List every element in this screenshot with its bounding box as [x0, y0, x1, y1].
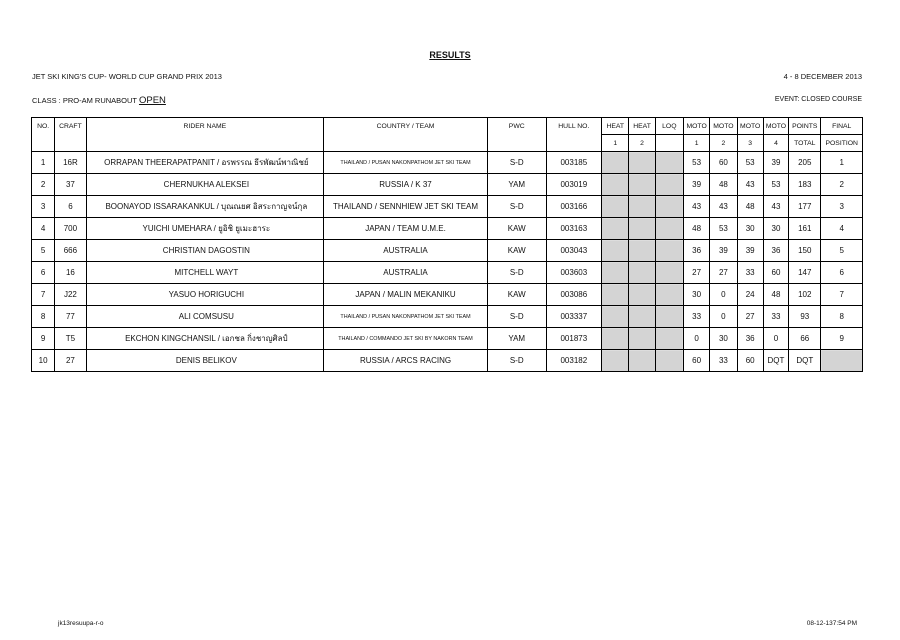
header-moto2-num: 2 [710, 135, 737, 152]
cell-moto4: 33 [763, 306, 788, 328]
cell-heat2 [629, 328, 655, 350]
cell-hull: 003603 [546, 262, 602, 284]
cell-moto4: 39 [763, 152, 788, 174]
header-moto1: MOTO [683, 118, 709, 135]
cell-position: 3 [821, 196, 863, 218]
cell-moto3: 24 [737, 284, 763, 306]
cell-moto1: 0 [683, 328, 709, 350]
header-final: FINAL [821, 118, 863, 135]
cell-country: JAPAN / TEAM U.M.E. [324, 218, 488, 240]
header-heat1-num: 1 [602, 135, 629, 152]
cell-hull: 003337 [546, 306, 602, 328]
cell-moto4: 53 [763, 174, 788, 196]
cell-moto1: 30 [683, 284, 709, 306]
header-moto1-num: 1 [683, 135, 709, 152]
cell-craft: T5 [55, 328, 86, 350]
cell-moto1: 33 [683, 306, 709, 328]
cell-heat1 [602, 196, 629, 218]
cell-position: 7 [821, 284, 863, 306]
cell-no: 2 [32, 174, 55, 196]
cell-no: 9 [32, 328, 55, 350]
cell-loq [655, 152, 683, 174]
cell-loq [655, 306, 683, 328]
cell-moto2: 33 [710, 350, 737, 372]
cell-no: 1 [32, 152, 55, 174]
cell-hull: 003166 [546, 196, 602, 218]
cell-position: 5 [821, 240, 863, 262]
cell-moto3: 39 [737, 240, 763, 262]
event-name: JET SKI KING'S CUP- WORLD CUP GRAND PRIX 2013 [32, 72, 222, 81]
cell-heat2 [629, 262, 655, 284]
cell-pwc: KAW [487, 284, 546, 306]
header-moto4-num: 4 [763, 135, 788, 152]
footer-timestamp: 08-12-137:54 PM [806, 620, 857, 627]
cell-craft: 16 [55, 262, 86, 284]
header-heat2: HEAT [629, 118, 655, 135]
table-row [32, 196, 863, 218]
cell-heat1 [602, 240, 629, 262]
cell-moto2: 0 [710, 306, 737, 328]
cell-position: 4 [821, 218, 863, 240]
cell-heat1 [602, 218, 629, 240]
cell-heat1 [602, 306, 629, 328]
cell-position: 8 [821, 306, 863, 328]
cell-rider: ALI COMSUSU [86, 306, 324, 328]
cell-moto1: 39 [683, 174, 709, 196]
table-row [32, 240, 863, 262]
header-rider: RIDER NAME [86, 118, 324, 135]
cell-total: 183 [789, 174, 821, 196]
cell-loq [655, 174, 683, 196]
cell-moto4: DQT [763, 350, 788, 372]
cell-pwc: KAW [487, 218, 546, 240]
cell-heat1 [602, 152, 629, 174]
cell-no: 3 [32, 196, 55, 218]
cell-moto4: 0 [763, 328, 788, 350]
cell-moto3: 33 [737, 262, 763, 284]
header-moto4: MOTO [763, 118, 788, 135]
cell-heat2 [629, 306, 655, 328]
cell-position: 2 [821, 174, 863, 196]
cell-moto2: 27 [710, 262, 737, 284]
header-moto2: MOTO [710, 118, 737, 135]
cell-country: THAILAND / PUSAN NAKONPATHOM JET SKI TEAM [324, 306, 488, 328]
cell-moto3: 60 [737, 350, 763, 372]
cell-heat1 [602, 174, 629, 196]
event-type: EVENT: CLOSED COURSE [774, 96, 862, 103]
cell-position: 9 [821, 328, 863, 350]
cell-pwc: KAW [487, 240, 546, 262]
table-row [32, 218, 863, 240]
cell-craft: 37 [55, 174, 86, 196]
cell-rider: CHERNUKHA ALEKSEI [86, 174, 324, 196]
cell-hull: 003163 [546, 218, 602, 240]
table-row [32, 174, 863, 196]
cell-moto4: 36 [763, 240, 788, 262]
cell-loq [655, 350, 683, 372]
cell-hull: 003019 [546, 174, 602, 196]
cell-total: 102 [789, 284, 821, 306]
table-row [32, 284, 863, 306]
header-no: NO. [32, 118, 55, 135]
cell-no: 8 [32, 306, 55, 328]
cell-craft: 700 [55, 218, 86, 240]
cell-position: 6 [821, 262, 863, 284]
cell-pwc: YAM [487, 174, 546, 196]
cell-hull: 003086 [546, 284, 602, 306]
cell-rider: MITCHELL WAYT [86, 262, 324, 284]
header-position: POSITION [821, 135, 863, 152]
cell-moto4: 60 [763, 262, 788, 284]
cell-no: 7 [32, 284, 55, 306]
header-craft: CRAFT [55, 118, 86, 135]
cell-total: 66 [789, 328, 821, 350]
cell-moto1: 53 [683, 152, 709, 174]
cell-moto2: 0 [710, 284, 737, 306]
cell-loq [655, 328, 683, 350]
cell-heat2 [629, 240, 655, 262]
cell-hull: 003043 [546, 240, 602, 262]
cell-heat2 [629, 284, 655, 306]
cell-country: AUSTRALIA [324, 240, 488, 262]
cell-moto2: 30 [710, 328, 737, 350]
cell-total: 205 [789, 152, 821, 174]
cell-total: 93 [789, 306, 821, 328]
cell-craft: 16R [55, 152, 86, 174]
cell-position [821, 350, 863, 372]
footer-file-code: jk13resuupa-r-o [58, 620, 104, 627]
cell-craft: 77 [55, 306, 86, 328]
cell-pwc: S-D [487, 196, 546, 218]
table-row [32, 328, 863, 350]
cell-total: 147 [789, 262, 821, 284]
cell-total: 177 [789, 196, 821, 218]
cell-moto3: 48 [737, 196, 763, 218]
table-row [32, 306, 863, 328]
cell-moto2: 53 [710, 218, 737, 240]
cell-heat2 [629, 218, 655, 240]
cell-country: THAILAND / PUSAN NAKONPATHOM JET SKI TEAM [324, 152, 488, 174]
cell-hull: 003182 [546, 350, 602, 372]
header-points: POINTS [789, 118, 821, 135]
header-total: TOTAL [789, 135, 821, 152]
header-country: COUNTRY / TEAM [324, 118, 488, 135]
cell-moto2: 60 [710, 152, 737, 174]
cell-moto4: 30 [763, 218, 788, 240]
cell-no: 4 [32, 218, 55, 240]
cell-rider: EKCHON KINGCHANSIL / เอกชล กิ่งชาญศิลป์ [86, 328, 324, 350]
cell-no: 10 [32, 350, 55, 372]
cell-country: JAPAN / MALIN MEKANIKU [324, 284, 488, 306]
cell-moto3: 27 [737, 306, 763, 328]
cell-hull: 003185 [546, 152, 602, 174]
cell-loq [655, 218, 683, 240]
class-label [32, 95, 166, 106]
cell-moto1: 43 [683, 196, 709, 218]
cell-total: DQT [789, 350, 821, 372]
cell-total: 161 [789, 218, 821, 240]
page-title: RESULTS [429, 50, 471, 60]
cell-moto3: 30 [737, 218, 763, 240]
table-row [32, 152, 863, 174]
cell-moto3: 43 [737, 174, 763, 196]
cell-pwc: YAM [487, 328, 546, 350]
cell-moto1: 60 [683, 350, 709, 372]
cell-moto2: 39 [710, 240, 737, 262]
cell-country: THAILAND / COMMANDO JET SKI BY NAKORN TEAM [324, 328, 488, 350]
cell-heat1 [602, 350, 629, 372]
cell-rider: DENIS BELIKOV [86, 350, 324, 372]
cell-rider: ORRAPAN THEERAPATPANIT / อรพรรณ ธีรพัฒน์พาณิชย์ [86, 152, 324, 174]
cell-moto3: 36 [737, 328, 763, 350]
cell-country: RUSSIA / K 37 [324, 174, 488, 196]
cell-no: 6 [32, 262, 55, 284]
table-row [32, 262, 863, 284]
header-loq: LOQ [655, 118, 683, 135]
cell-pwc: S-D [487, 306, 546, 328]
cell-rider: YUICHI UMEHARA / ยูอิชิ ยูเมะฮาระ [86, 218, 324, 240]
cell-no: 5 [32, 240, 55, 262]
cell-pwc: S-D [487, 262, 546, 284]
cell-moto2: 48 [710, 174, 737, 196]
cell-loq [655, 196, 683, 218]
cell-heat2 [629, 350, 655, 372]
class-open: OPEN [138, 95, 166, 106]
header-moto3: MOTO [737, 118, 763, 135]
cell-country: RUSSIA / ARCS RACING [324, 350, 488, 372]
class-prefix: CLASS : PRO-AM RUNABOUT [32, 96, 139, 105]
cell-heat2 [629, 174, 655, 196]
event-dates: 4 - 8 DECEMBER 2013 [783, 72, 862, 81]
cell-moto2: 43 [710, 196, 737, 218]
cell-craft: 6 [55, 196, 86, 218]
cell-moto1: 36 [683, 240, 709, 262]
results-table [31, 117, 863, 372]
cell-hull: 001873 [546, 328, 602, 350]
cell-moto1: 27 [683, 262, 709, 284]
header-heat1: HEAT [602, 118, 629, 135]
cell-rider: BOONAYOD ISSARAKANKUL / บุณณยศ อิสระกาญจน์กุล [86, 196, 324, 218]
cell-position: 1 [821, 152, 863, 174]
cell-loq [655, 262, 683, 284]
cell-moto3: 53 [737, 152, 763, 174]
header-moto3-num: 3 [737, 135, 763, 152]
table-row [32, 350, 863, 372]
cell-country: THAILAND / SENNHIEW JET SKI TEAM [324, 196, 488, 218]
cell-pwc: S-D [487, 152, 546, 174]
cell-pwc: S-D [487, 350, 546, 372]
cell-craft: 27 [55, 350, 86, 372]
cell-heat1 [602, 284, 629, 306]
cell-craft: 666 [55, 240, 86, 262]
cell-rider: YASUO HORIGUCHI [86, 284, 324, 306]
cell-heat1 [602, 328, 629, 350]
header-hull: HULL NO. [546, 118, 602, 135]
header-pwc: PWC [487, 118, 546, 135]
cell-moto4: 43 [763, 196, 788, 218]
cell-country: AUSTRALIA [324, 262, 488, 284]
cell-craft: J22 [55, 284, 86, 306]
cell-loq [655, 240, 683, 262]
cell-heat2 [629, 196, 655, 218]
cell-rider: CHRISTIAN DAGOSTIN [86, 240, 324, 262]
cell-moto4: 48 [763, 284, 788, 306]
cell-moto1: 48 [683, 218, 709, 240]
cell-heat2 [629, 152, 655, 174]
cell-heat1 [602, 262, 629, 284]
cell-total: 150 [789, 240, 821, 262]
header-heat2-num: 2 [629, 135, 655, 152]
cell-loq [655, 284, 683, 306]
